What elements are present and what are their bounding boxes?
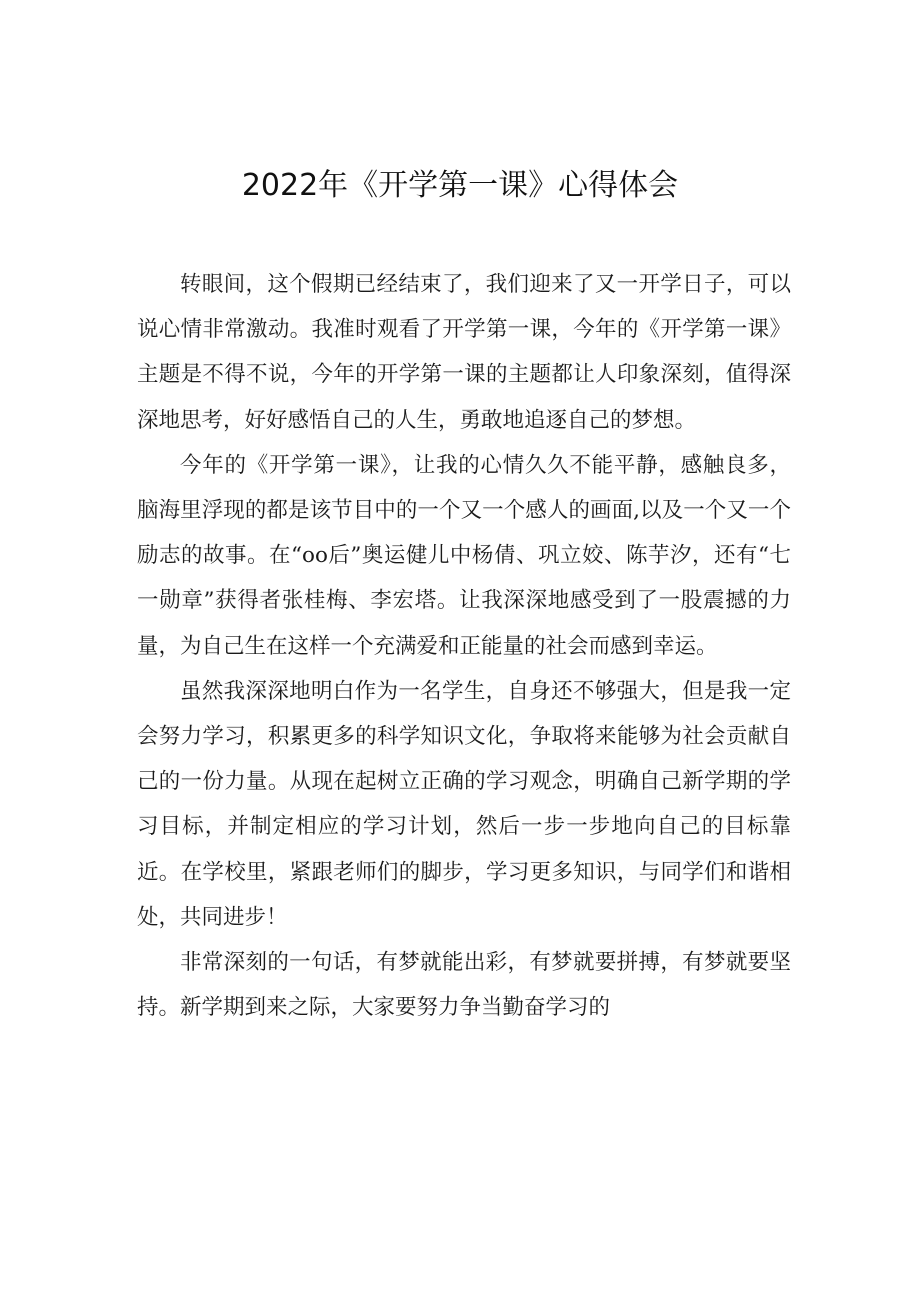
paragraph-3: 虽然我深深地明白作为一名学生，自身还不够强大，但是我一定会努力学习，积累更多的科学知识文化，争取将来能够为社会贡献自己的一份力量。从现在起树立正确的学习观念，明确自己新学期的学习目标，并制定相应的学习计划，然后一步一步地向自己的目标靠近。在学校里，紧跟老师们的脚步，学习更多知识，与同学们和谐相处，共同进步！ [137,678,791,930]
paragraph-4: 非常深刻的一句话，有梦就能出彩，有梦就要拼搏，有梦就要坚持。新学期到来之际，大家要努力争当勤奋学习的 [137,950,791,1021]
document-body [137,262,791,1030]
document-title: 2022年《开学第一课》心得体会 [241,168,679,203]
paragraph-2: 今年的《开学第一课》，让我的心情久久不能平静，感触良多，脑海里浮现的都是该节目中的一个又一个感人的画面,以及一个又一个励志的故事。在“oo后”奥运健儿中杨倩、巩立姣、陈芋汐，还有“七一勋章”获得者张桂梅、李宏塔。让我深深地感受到了一股震撼的力量，为自己生在这样一个充满爱和正能量的社会而感到幸运。 [137,452,791,659]
paragraph-1: 转眼间，这个假期已经结束了，我们迎来了又一开学日子，可以说心情非常激动。我准时观看了开学第一课，今年的《开学第一课》主题是不得不说，今年的开学第一课的主题都让人印象深刻，值得深深地思考，好好感悟自己的人生，勇敢地追逐自己的梦想。 [137,272,791,433]
